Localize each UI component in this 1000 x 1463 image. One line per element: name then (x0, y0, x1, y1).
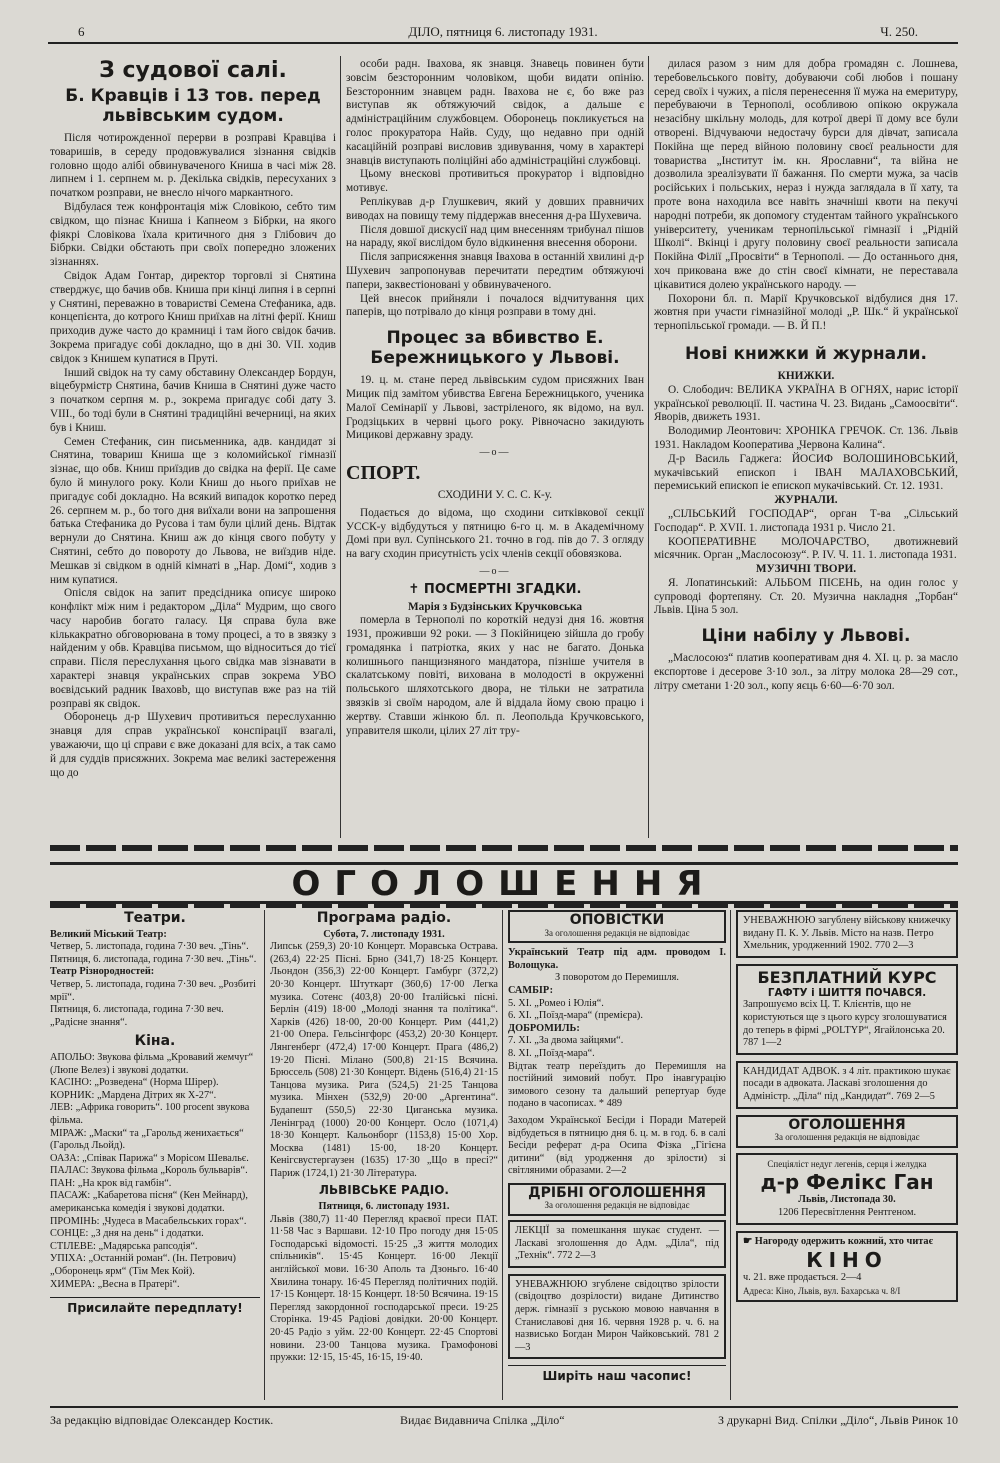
page-number: 6 (78, 24, 85, 39)
cinema-line: ЛЕВ: „Африка говорить“. 100 procent звукова фільма. (50, 1102, 250, 1126)
theatre-line: Великий Міський Театр: (50, 928, 167, 940)
banner-stripes (50, 904, 958, 908)
right-ads-column (736, 910, 958, 1400)
spread-slogan: Ширіть наш часопис! (508, 1365, 726, 1383)
theatre-cinema-column (50, 910, 260, 1400)
radio-column (270, 910, 498, 1400)
notice-line: 5. XI. „Ромео і Юлія“. (508, 997, 604, 1009)
court-title: З судової салі. (99, 58, 287, 83)
column-rule (648, 56, 649, 838)
footer-publisher: Видає Видавнича Спілка „Діло“ (400, 1413, 565, 1427)
notice-line: ДОБРОМИЛЬ: (508, 1022, 580, 1034)
court-cont-6: Цей внесок прийняли і почалося відчитування цих паперів, що потрівало до кінця розправи в тому дні. (346, 292, 644, 319)
court-para-3: Свідок Адам Гонтар, директор торговлі зі Снятина стверджує, що бачив обв. Книша при кінці липня і в серпні у Снятині, переважно в товаристві Семена Стефаника, адв. концепієнта, до котрого Книш приїхав на літні ферії. Книш приходив дуже часто до крамниці і там його свідок бачив. Зокрема пригадує собі докладно, що в дні 30. VII. ходив свідок з Книшем купатися в Пруті. (50, 269, 336, 365)
journal-2: КООПЕРАТИВНЕ МОЛОЧАРСТВО, двотижневий місячник. Орган „Маслосоюзу“. Р. IV. Ч. 11. 1. листопада 1931. (654, 535, 958, 562)
theatre-line: Пятниця, 6. листопада, година 7·30 веч. „Радісне знання“. (50, 1004, 224, 1028)
cinema-line: СОНЦЕ: „З дня на день“ і додатки. (50, 1228, 204, 1240)
theatres-title: Театри. (124, 910, 186, 926)
notice-line: Заходом Української Бесіди і Поради Матерей відбудеться в пятницю дня 6. ц. м. в год. 6. в салі Бесіди реферат д-ра Осипа Фізка „Гігієна дитини“ (від уродження до зрілости) зі світляними образами. 2—2 (508, 1114, 726, 1177)
doctor-address: Львів, Листопада 30. (798, 1194, 896, 1206)
sport-subtitle: СХОДИНИ У. С. С. К-у. (437, 488, 553, 501)
prices-text: „Маслосоюз“ платив кооперативам дня 4. XI. ц. р. за масло експортове і десерове 3·10 зол., за літру молока 28—29 сот., літру сметани 1·20 зол., копу яєць 6·60—6·70 зол. (654, 652, 958, 692)
cinema-line: КОРНИК: „Мардена Дітрих як Х-27“. (50, 1089, 217, 1101)
lviv-radio-date: Пятниця, 6. листопаду 1931. (318, 1201, 450, 1213)
notice-line: 8. XI. „Поїзд-мара“. (508, 1047, 595, 1059)
obituary-title: ✝ ПОСМЕРТНІ ЗГАДКИ. (408, 581, 582, 597)
court-para-4: Інший свідок на ту саму обставину Олександер Бордун, віцебурмістр Снятина, бачив Книша в Снятині дуже часто з початком серпня м. р., зокрема пригадує собі дату 3. VIII., бо тоді були в Снятині традиційні вечерниці, на яких був і Книш. (50, 366, 336, 434)
notice-line: Відтак театр переїздить до Перемишля на постійний зимовий побут. Про інавгурацію зимового сезону та дальший репертуар буде подано в часописах. * 489 (508, 1060, 726, 1110)
course-text: Запрошуємо всіх Ц. Т. Клієнтів, що не користуються ще з цього курсу зголошуватися до теперь в фірмі „POLTYP“, Ягайлонська 20. 787 1—2 (743, 999, 947, 1049)
obituary-funeral: Похорони бл. п. Марії Кручковської відбулися дня 17. жовтня при участи гімназійної молоді „Р. Шк.“ й української тернопільської громади. — В. Й П.! (654, 292, 958, 333)
footer-editor: За редакцію відповідає Олександер Костик. (50, 1413, 274, 1427)
court-para-2: Відбулася теж конфронтація між Словікою, себто тим свідком, що пізнає Книша і Капнеом з Бібрки, на якого фіякрі Словікова їхала критичного дня з Глібович до Бібрки. Свідки обстають при своїх попередно зложених зізнаннях. (50, 200, 336, 269)
course-title: БЕЗПЛАТНИЙ КУРС (757, 967, 937, 987)
cinema-line: ПАН: „На крок від гамбін“. (50, 1177, 172, 1189)
small-ads-title: ДРІБНІ ОГОЛОШЕННЯ (528, 1184, 706, 1201)
ad-candidate: КАНДИДАТ АДВОК. з 4 літ. практикою шукає посади в адвоката. Ласкаві зголошення до Адміністр. „Діла“ під „Кандидат“. 769 2—5 (736, 1061, 958, 1109)
court-cont-2: Цьому внескові противиться прокуратор і відповідно мотивує. (346, 168, 644, 195)
court-para-7: Оборонець д-р Шухевич противиться переслуханню знавця для справ української конспірації взагалі, уважаючи, що ці справи є вже доказані для всіх, а так само й для суддів присяжних. Зокрема має великі застереження що до (50, 711, 336, 779)
obituary-cont: дилася разом з ним для добра громадян с. Лошнева, теребовельського повіту, добуваючи собі любов і пошану серед своїх і чужих, а після перенесення її мужа на емеритуру, перебуваючи в Тернополі, особливою опікою окружала незасібну шкільну молодь, для котрої двері її дому все були отворені. Відчуваючи недостачу бурси для дівчат, записала Покійна ще перед війною половину своєї реальности для товариства „Інститут ім. кн. Ярославни“, та війна не дозволила зреалізувати її бажання. По смерти мужа, за часів російських і польських, нераз і нужда заглядала в її хату, та проте вона находила все навіть значніші квоти на пекучі народні потреби, як допомогу студентам тайного українського університету, ученикам тернопільської гімназії і „Рідній Школі“. Вкінці і другу половину своєї реальности записала Покійна Філії „Просвіти“ в Тернополі. — До останнього дня, хоч прикована вже до стін своєї кімнати, не переставала цікавитися долею українського народу. — (654, 58, 958, 291)
masthead-line: ДІЛО, пятниця 6. листопаду 1931. (408, 24, 598, 39)
lviv-radio-program: Львів (380,7) 11·40 Перегляд краєвої преси ПАТ. 11·58 Час з Варшави. 12·10 Про погоду дня 15·05 Господарські відомості. 15·25 „З життя молодих спільників“. 15·45 Концерт. 16·00 Лекції англійської мови. 16·30 Аполь та Дзоньго. 16·40 Хвилина тонару. 16·45 Перегляд політичних подій. 17·15 Концерт. 18·15 Концерт. 18·50 Всячина. 19·15 Перегляд закордонної господарської преси. 19·25 Сторінка. 19·45 Радіові довідки. 20·00 Концерт. 20·45 Радіо з уйм. 22·00 Концерт. 22·45 Спортові новини. 23·00 Танцова музика. Грамофонові пружки: 12·15, 15·45, 16·15, 19·40. (270, 1213, 498, 1364)
obituary-name: Марія з Будзінських Кручковська (408, 600, 582, 613)
ornament: —о— (479, 565, 511, 577)
radio-program: Липськ (259,3) 20·10 Концерт. Моравська Острава. (263,4) 22·25 Пісні. Брно (341,7) 18·25 Концерт. Льондон (356,3) 22·00 Концерт. Гамбург (372,2) 20·30 Концерт. Штуткарт (360,6) 17·00 Легка музика. Сотенс (403,8) 20·00 Італійські пісні. Берлін (419) 18·00 „Молоді знання та політика“. Харків (426) 18·00, 20·00 Концерт. Рим (441,2) 21·00 Опера. Гельсінгфорс (453,2) 20·30 Концерт. Лянгенберг (472,4) 17·00 Концерт. Прага (486,2) 19·20 Пісні. Мілано (500,8) 21·15 Всячина. Брюссель (508) 21·30 Концерт. Відень (516,4) 21·15 Танцова музика. Рига (524,5) 21·25 Танцова музика. Мінхен (532,9) 20·00 „Аргентина“. Будапешт (550,5) 22·30 Циганська музика. Ленінград (1000) 20·00 Концерт. Осло (1071,4) 18·30 Концерт. Кальонборг (1153,8) 15·00 Хор. Москва (1481) 15·00, 18·20 Концерт. Кенігсвустергаузен (1635) 17·30 „Що в пресі?“ Париж (1724,1) 21·30 Література. (270, 941, 498, 1179)
banner-stripes (50, 845, 958, 851)
cinema-line: ПАЛАС: Звукова фільма „Король бульварів“. (50, 1165, 248, 1177)
court-para-1: Після чотирожденної перерви в розправі Кравціва і товаришів, в середу продовжувалися зізнання свідків головно щодо алібі обвинуваченого Книша в часі між 28. липнем і 1. серпнем м. р. Декілька свідків, пересуханих з початком розправи, не внесло нічого маркантного. (50, 132, 336, 200)
cinema-line: УПІХА: „Останній роман“. (Ін. Петрович) „Оборонець ярм“ (Тім Мек Кой). (50, 1253, 236, 1278)
small-ads-box (508, 1183, 726, 1216)
notice-line: Український Театр під адм. проводом І. Волощука. (508, 947, 726, 971)
issue-number: Ч. 250. (880, 24, 918, 39)
sport-title: СПОРТ. (346, 461, 421, 484)
books-title: Нові книжки й журнали. (685, 343, 927, 364)
journal-1: „СІЛЬСЬКИЙ ГОСПОДАР“, орган Т-ва „Сільський Господар“. Р. XVII. 1. листопада 1931 р. Число 21. (654, 507, 958, 534)
court-cont-5: Після заприсяження знавця Іваховa в останній хвилині д-р Шухевич запропонував перечитати передтим обтяжуючі папери, заквестіоновані у обвинуваченого. (346, 251, 644, 291)
books-subtitle: КНИЖКИ. (777, 369, 835, 382)
kino-text: ч. 21. вже продається. 2—4 (743, 1272, 862, 1284)
book-3: Д-р Василь Гаджега: ЙОСИФ ВОЛОШИНОВСЬКИЙ, мукачівський епископ і ІВАН МАЛАХОВСЬКИЙ, перемиський епископ іе епископ мукачівський. Ст. 12. 1931. (654, 452, 958, 493)
cinema-line: ХИМЕРА: „Весна в Пратері“. (50, 1278, 180, 1290)
right-column (654, 58, 958, 838)
ornament: —о— (479, 447, 511, 459)
ads-banner: ОГОЛОШЕННЯ (50, 862, 958, 904)
obituary-text: померла в Тернополі по короткій недузі дня 16. жовтня 1931, проживши 92 роки. — З Покійницею зійшла до гробу громадянка і патріотка, яких у нас не багато. Донька колишнього панщизняного мандатора, пізніше учителя в скалатському повіті, вихована в молодості в окруженні польського шляхотського двора, не тільки не затратила звязків зі своїм народом, але й віддала йому свою працю і жертву. Ставши жінкою бл. п. Леопольда Кручковського, управителя школи, цілих 27 літ тру- (346, 614, 644, 737)
trial-title: Процес за вбивство Е. Бережницького у Львові. (370, 328, 620, 369)
notices-box (508, 910, 726, 943)
ad-doctor (736, 1153, 958, 1225)
column-rule (502, 910, 503, 1400)
notices-note: За оголошення редакція не відповідає (544, 927, 690, 938)
small-ads-note: За оголошення редакція не відповідає (544, 1200, 690, 1211)
cinema-line: ОАЗА: „Співак Парижа“ з Морісом Шевальє. (50, 1152, 249, 1164)
theatre-line: Театр Різнородностей: (50, 966, 155, 978)
court-subtitle: Б. Кравців і 13 тов. перед львівським судом. (65, 86, 321, 126)
prices-title: Ціни набілу у Львові. (701, 626, 911, 647)
notice-line: З поворотом до Перемишля. (555, 972, 679, 984)
music-subtitle: МУЗИЧНІ ТВОРИ. (755, 563, 857, 576)
notices-title: ОПОВІСТКИ (569, 912, 665, 928)
book-2: Володимир Леонтович: ХРОНІКА ГРЕЧОК. Ст. 136. Львів 1931. Накладом Кооператива „Червона Калина“. (654, 425, 958, 451)
notice-line: 7. XI. „За двома зайцями“. (508, 1035, 624, 1047)
doctor-speciality: Спеціяліст недуг легенів, серця і желудка (767, 1158, 927, 1169)
court-cont-4: Після довшої дискусії над цим внесенням трибунал пішов на нараду, якої вислідом було відкинення внесення оборони. (346, 223, 644, 250)
cinema-line: СТІЛЕВЕ: „Мадярська рапсодія“. (50, 1240, 198, 1252)
kino-reward: ☛ Нагороду одержить кожний, хто читає (743, 1235, 934, 1247)
court-para-6: Опісля свідок на запит предсідника описує широко конфлікт між ним і редактором „Діла“ Мудрим, що свого часу наробив богато галасу. Ця справа була вже кількакратно обговорювана в тому процесі, а то в звязку з найденим у обв. Кравціва письмом, що відноситься до тієї справи. Після переслухання цього свідка мав зізнавати в характері знавця українських справ зокрема УВО воєвідський радник Іваховb, що виступав вже раз на тій розправі як свідок. (50, 587, 336, 710)
journals-subtitle: ЖУРНАЛИ. (774, 494, 838, 507)
kino-address: Адреса: Кіно, Львів, вул. Бахарська ч. 8/I (743, 1285, 901, 1296)
sport-text: Подається до відома, що сходини ситківкової секції УССК-у відбудуться у пятницю 6-го ц. м. в Академічному Домі при вул. Супінського 21. точно в год. пів до 7. З огляду на вагу сходин присутність усіх членів секції обовязкова. (346, 506, 644, 561)
trial-text: 19. ц. м. стане перед львівським судом присяжних Іван Мицик під замітом убивства Евгена Бережницького, ученика Малої Семінарії у Львові, застріленого, як відомо, на вул. Гродзіцьких в червні цього року. Рівночасно закидують Мицикові державну зраду. (346, 374, 644, 442)
theatre-line: Четвер, 5. листопада, година 7·30 веч. „Розбиті мрії“. (50, 978, 256, 1003)
theatre-line: Пятниця, 6. листопада, година 7·30 веч. „Тінь“. (50, 953, 257, 965)
page-footer (50, 1406, 958, 1428)
course-subtitle: ГАФТУ і ШИТТЯ ПОЧАВСЯ. (767, 986, 927, 999)
small-ad: ЛЕКЦІЇ за помешкання шукає студент. — Ласкаві зголошення до Адм. „Діла“, під „Технік“. 772 2—3 (508, 1220, 726, 1268)
doctor-name: д-р Фелікс Ган (760, 1170, 934, 1195)
ad-free-course (736, 964, 958, 1055)
cinema-line: КАСІНО: „Розведена“ (Норма Шірер). (50, 1077, 219, 1089)
radio-date: Субота, 7. листопаду 1931. (323, 928, 445, 940)
column-rule (264, 910, 265, 1400)
court-para-5: Семен Стефаник, син письменника, адв. кандидат зі Снятина, товариш Книша ще з коломийської гімназії зізнає, що обв. Книш приїздив до свідка на ферії. Це саме було й минулого року. Коли Книш до нього приїхав не пригадує собі докладно. На всякий випадок коротко перед 26. серпнем м. р., бо того дня виїхали вони на запрошення батька Стефаника до Русова і там були цілий день. Відтак вернули до Снятина. Книш аж до кінця свого побуту у Снятині, себто до повороту до Львова, не виїздив ніде. Мешкав зі свідком в одній кімнаті в „Нар. Домі“, ходив з ним купатися. (50, 435, 336, 586)
court-article (50, 58, 336, 838)
cinema-line: АПОЛЬО: Звукова фільма „Кровавий жемчуг“ (Люпе Велез) і звукові додатки. (50, 1051, 254, 1076)
page-header (48, 22, 958, 44)
cinema-line: МІРАЖ: „Маски“ та „Гарольд женихається“ (Гарольд Льойд). (50, 1127, 244, 1152)
ad-lost-booklet: УНЕВАЖНЮЮ загублену військову книжечку видану П. К. У. Львів. Місто на назв. Петро Хмельник, уродженний 1902. 770 2—3 (736, 910, 958, 958)
ad-kino (736, 1231, 958, 1303)
cinema-line: ПРОМІНЬ: „Чудеса в Масабельських горах“. (50, 1215, 247, 1227)
column-rule (730, 910, 731, 1400)
notice-line: 6. XI. „Поїзд-мара“ (премієра). (508, 1010, 643, 1022)
notice-line: САМБІР: (508, 984, 553, 996)
court-cont-1: особи радн. Іваховa, як знавця. Знавець повинен бути зовсім безсторонним чоловіком, щоби видати опінію. Безсторонним знавцем радн. Іваховa не є, бо вже раз виступав як обтяжуючий свідок, а дальше є адміністраційним службовцем. Оборонець покликується на голос прокуратора Найв. Суду, що недавно при одній касаційній розправі висловив здивування, чому в характері знавців виступають поліційні або адміністраційні службовці. (346, 58, 644, 167)
music-item: Я. Лопатинський: АЛЬБОМ ПІСЕНЬ, на один голос у супроводі фортепяну. Ст. 20. Музична накладня „Торбан“ Львів. Ціна 5 зол. (654, 576, 958, 617)
theatre-line: Четвер, 5. листопада, година 7·30 веч. „Тінь“. (50, 941, 249, 953)
cinema-title: Кіна. (134, 1033, 176, 1050)
book-1: О. Слободич: ВЕЛИКА УКРАЇНА В ОГНЯХ, нарис історії української революції. II. частина Ч. 23. Видань „Самоосвіти“. Яворів, движеть 1931. (654, 383, 958, 424)
ads-box (736, 1115, 958, 1148)
small-ad: УНЕВАЖНЮЮ згублене свідоцтво зрілости (свідоцтво дозрілости) видане Дитинство держ. гімназії з руською мовою навчання в Станиславові дня 16. червня 1928 р. ч. 6. на назвисько Богдан Мирон Чайковський. 781 2—3 (508, 1274, 726, 1360)
doctor-text: 1206 Пересвітлення Рентгеном. (777, 1206, 917, 1218)
subscribe-slogan: Присилайте передплату! (50, 1297, 260, 1315)
column-rule (340, 56, 341, 838)
notices-column (508, 910, 726, 1400)
footer-printer: З друкарні Вид. Спілки „Діло“, Львів Ринок 10 (717, 1413, 958, 1427)
radio-title: Програма радіо. (316, 910, 452, 926)
middle-column (346, 58, 644, 838)
ads-box-title: ОГОЛОШЕННЯ (788, 1116, 906, 1133)
ads-box-note: За оголошення редакція не відповідає (774, 1132, 920, 1143)
cinema-line: ПАСАЖ: „Кабаретова пісня“ (Кен Мейнард), американська комедія і звукові додатки. (50, 1190, 248, 1215)
court-cont-3: Реплікував д-р Глушкевич, який у довших правничих виводах на повищу тему піддержав внесення д-ра Шухевича. (346, 195, 644, 222)
lviv-radio-title: ЛЬВІВСЬКЕ РАДІО. (318, 1183, 449, 1198)
kino-title: КІНО (806, 1248, 888, 1273)
